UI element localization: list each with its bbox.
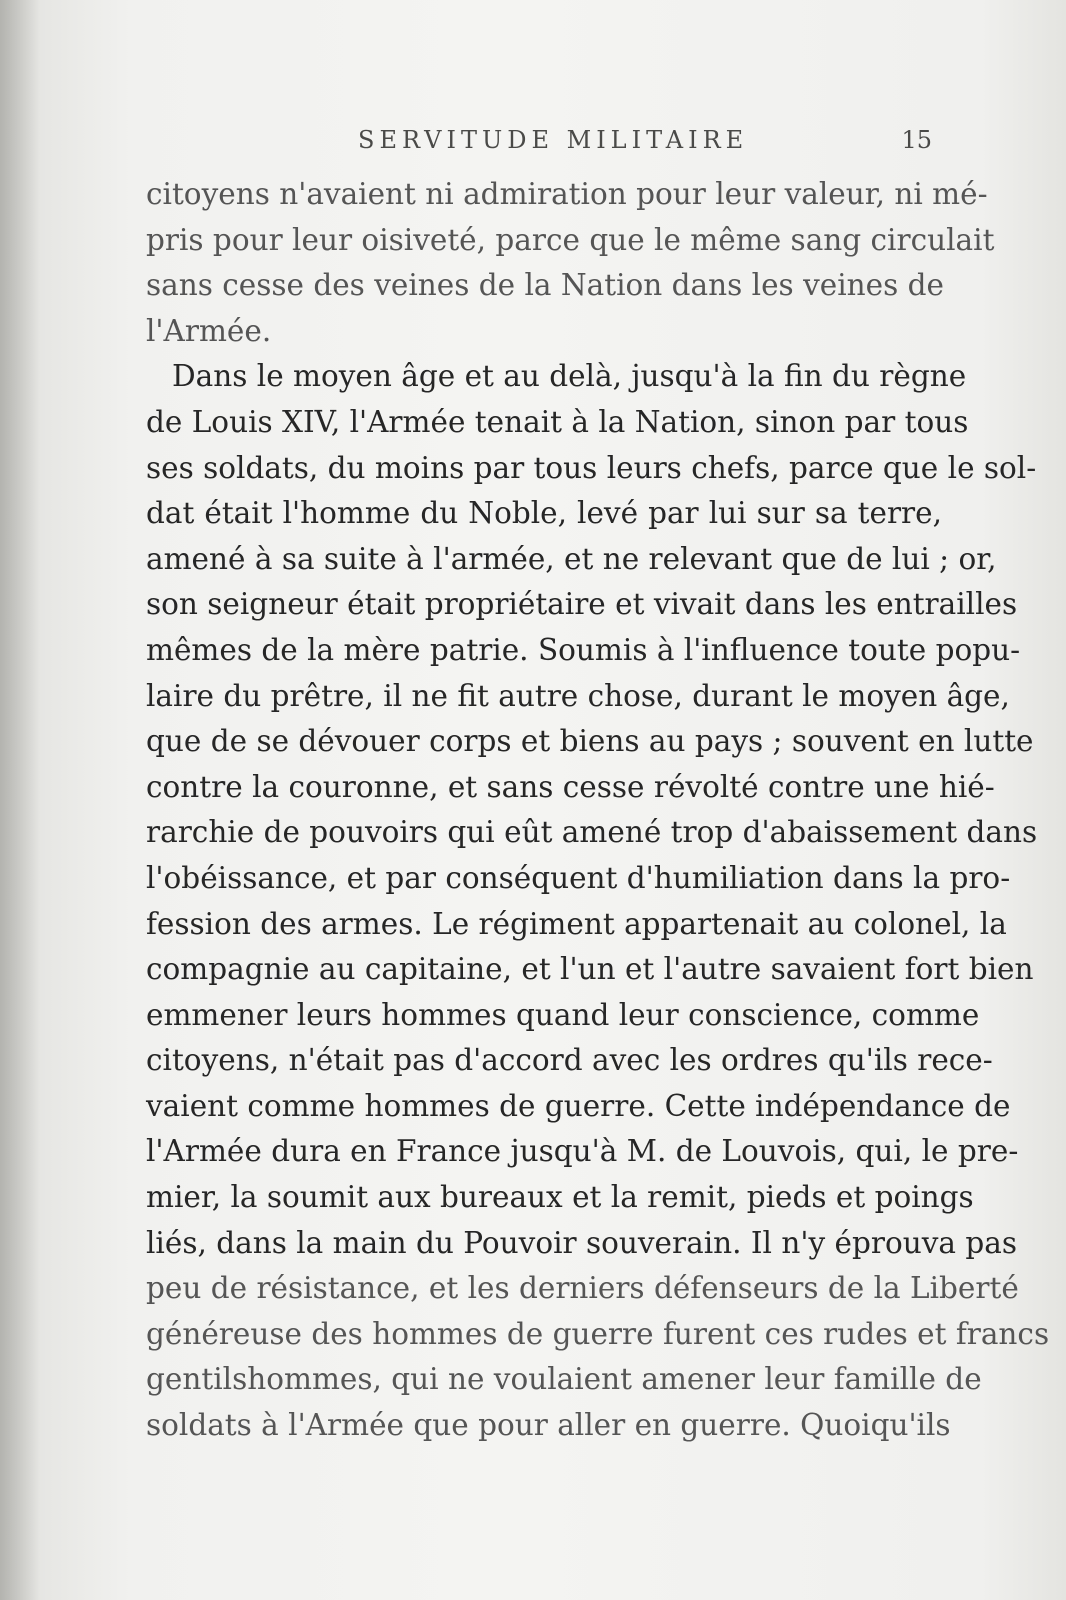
text-line: rarchie de pouvoirs qui eût amené trop d'abaissement dans <box>146 815 1038 850</box>
text-line: vaient comme hommes de guerre. Cette indépendance de <box>146 1088 1011 1123</box>
text-line: pris pour leur oisiveté, parce que le même sang circulait <box>146 222 995 257</box>
text-line: ses soldats, du moins par tous leurs chefs, parce que le sol- <box>146 450 1037 485</box>
text-line: emmener leurs hommes quand leur conscience, comme <box>146 997 980 1032</box>
text-line: dat était l'homme du Noble, levé par lui sur sa terre, <box>146 496 942 531</box>
text-line: de Louis XIV, l'Armée tenait à la Nation, sinon par tous <box>146 404 969 439</box>
page-number: 15 <box>901 126 932 154</box>
running-title: SERVITUDE MILITAIRE <box>358 126 749 154</box>
text-line: mier, la soumit aux bureaux et la remit, pieds et poings <box>146 1180 974 1215</box>
text-line: citoyens, n'était pas d'accord avec les ordres qu'ils rece- <box>146 1043 993 1078</box>
text-line: son seigneur était propriétaire et vivait dans les entrailles <box>146 587 1018 622</box>
text-line: l'Armée dura en France jusqu'à M. de Louvois, qui, le pre- <box>146 1134 1019 1169</box>
text-line: sans cesse des veines de la Nation dans les veines de <box>146 268 944 303</box>
gutter-shadow <box>0 0 40 1600</box>
running-head <box>140 126 950 166</box>
text-line: gentilshommes, qui ne voulaient amener leur famille de <box>146 1362 982 1397</box>
text-line: l'Armée. <box>146 313 272 348</box>
text-line: soldats à l'Armée que pour aller en guerre. Quoiqu'ils <box>146 1408 951 1443</box>
text-line: laire du prêtre, il ne fit autre chose, durant le moyen âge, <box>146 678 1010 713</box>
text-line: fession des armes. Le régiment appartenait au colonel, la <box>146 906 1007 941</box>
text-line: généreuse des hommes de guerre furent ces rudes et francs <box>146 1316 1050 1351</box>
text-line: mêmes de la mère patrie. Soumis à l'influence toute popu- <box>146 632 1021 667</box>
text-line: que de se dévouer corps et biens au pays ; souvent en lutte <box>146 724 1034 759</box>
text-line: liés, dans la main du Pouvoir souverain. Il n'y éprouva pas <box>146 1225 1017 1260</box>
text-line: compagnie au capitaine, et l'un et l'autre savaient fort bien <box>146 952 1034 987</box>
text-line: Dans le moyen âge et au delà, jusqu'à la fin du règne <box>172 359 967 394</box>
text-line: amené à sa suite à l'armée, et ne relevant que de lui ; or, <box>146 541 997 576</box>
body-text <box>146 172 1050 1449</box>
text-line: citoyens n'avaient ni admiration pour leur valeur, ni mé- <box>146 177 988 211</box>
text-line: contre la couronne, et sans cesse révolté contre une hié- <box>146 769 995 804</box>
text-line: peu de résistance, et les derniers défenseurs de la Liberté <box>146 1271 1019 1306</box>
text-line: l'obéissance, et par conséquent d'humiliation dans la pro- <box>146 860 1011 895</box>
